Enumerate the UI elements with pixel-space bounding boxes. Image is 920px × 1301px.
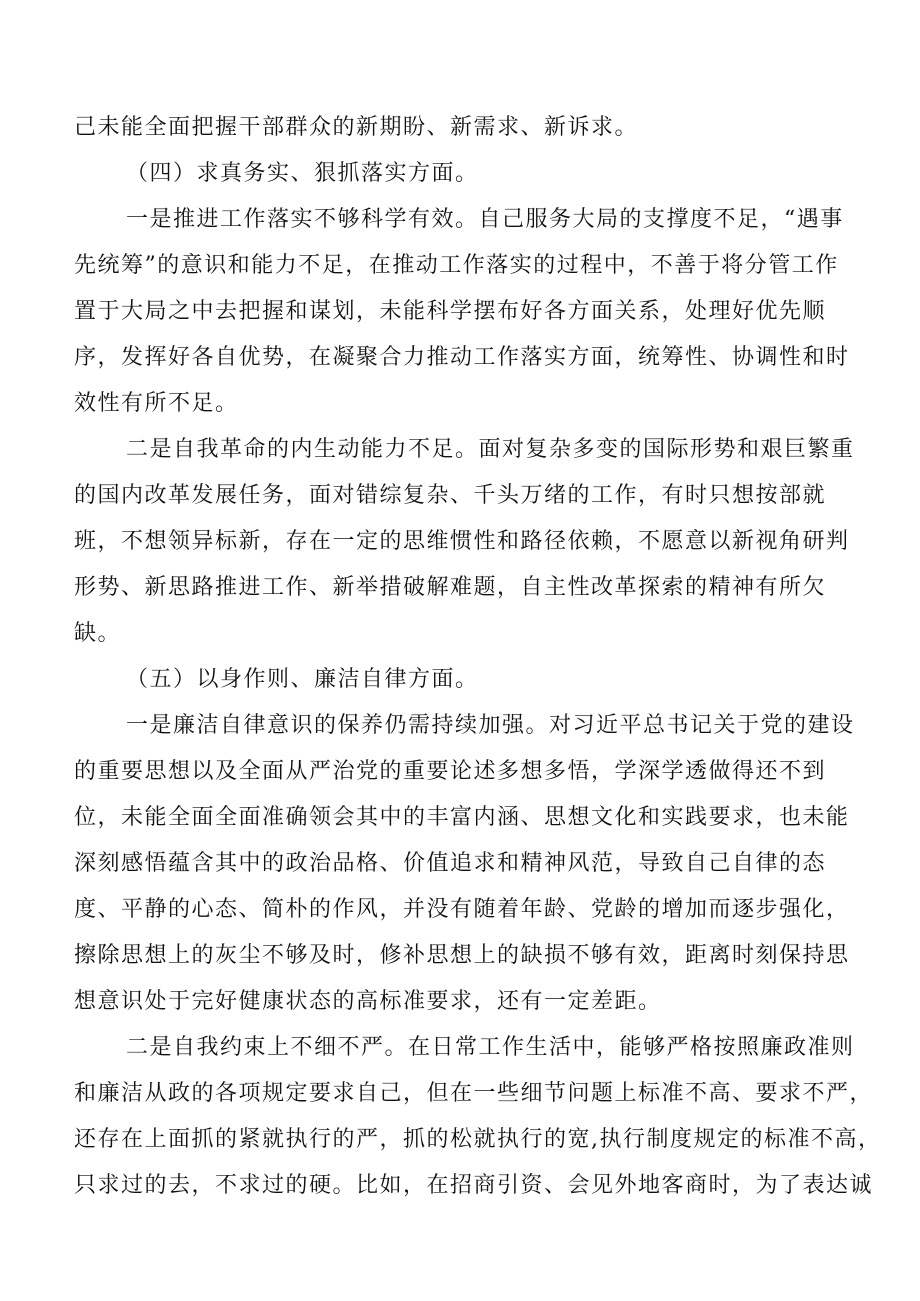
- text-line: 二是自我革命的内生动能力不足。面对复杂多变的国际形势和艰巨繁重: [126, 437, 855, 462]
- text-line: 的重要思想以及全面从严治党的重要论述多想多悟，学深学透做得还不到: [74, 759, 827, 784]
- text-line: 缺。: [74, 621, 122, 646]
- text-line: 一是廉洁自律意识的保养仍需持续加强。对习近平总书记关于党的建设: [126, 713, 855, 738]
- text-line: 还存在上面抓的紧就执行的严，抓的松就执行的宽,执行制度规定的标准不高，: [74, 1127, 882, 1152]
- text-line: 班，不想领异标新，存在一定的思维惯性和路径依赖，不愿意以新视角研判: [74, 529, 850, 554]
- text-line: 想意识处于完好健康状态的高标准要求，还有一定差距。: [74, 989, 662, 1014]
- text-line: 己未能全面把握干部群众的新期盼、新需求、新诉求。: [74, 115, 639, 140]
- text-line: 擦除思想上的灰尘不够及时，修补思想上的缺损不够有效，距离时刻保持思: [74, 943, 850, 968]
- text-line: 一是推进工作落实不够科学有效。自己服务大局的支撑度不足，“遇事: [126, 207, 844, 232]
- text-line: 位，未能全面全面准确领会其中的丰富内涵、思想文化和实践要求，也未能: [74, 805, 850, 830]
- text-line: 序，发挥好各自优势，在凝聚合力推动工作落实方面，统筹性、协调性和时: [74, 345, 850, 370]
- text-line: 的国内改革发展任务，面对错综复杂、千头万绪的工作，有时只想按部就: [74, 483, 827, 508]
- text-line: 只求过的去，不求过的硬。比如，在招商引资、会见外地客商时，为了表达诚: [74, 1173, 874, 1198]
- text-line: 深刻感悟蕴含其中的政治品格、价值追求和精神风范，导致自己自律的态: [74, 851, 827, 876]
- text-line: 先统筹”的意识和能力不足，在推动工作落实的过程中，不善于将分管工作: [74, 253, 839, 278]
- section-heading: （四）求真务实、狠抓落实方面。: [126, 161, 479, 186]
- text-line: 效性有所不足。: [74, 391, 239, 416]
- text-line: 形势、新思路推进工作、新举措破解难题，自主性改革探索的精神有所欠: [74, 575, 827, 600]
- text-line: 度、平静的心态、简朴的作风，并没有随着年龄、党龄的增加而逐步强化，: [74, 897, 850, 922]
- text-line: 二是自我约束上不细不严。在日常工作生活中，能够严格按照廉政准则: [126, 1035, 855, 1060]
- text-line: 置于大局之中去把握和谋划，未能科学摆布好各方面关系，处理好优先顺: [74, 299, 827, 324]
- section-heading: （五）以身作则、廉洁自律方面。: [126, 667, 479, 692]
- text-line: 和廉洁从政的各项规定要求自己，但在一些细节问题上标准不高、要求不严，: [74, 1081, 874, 1106]
